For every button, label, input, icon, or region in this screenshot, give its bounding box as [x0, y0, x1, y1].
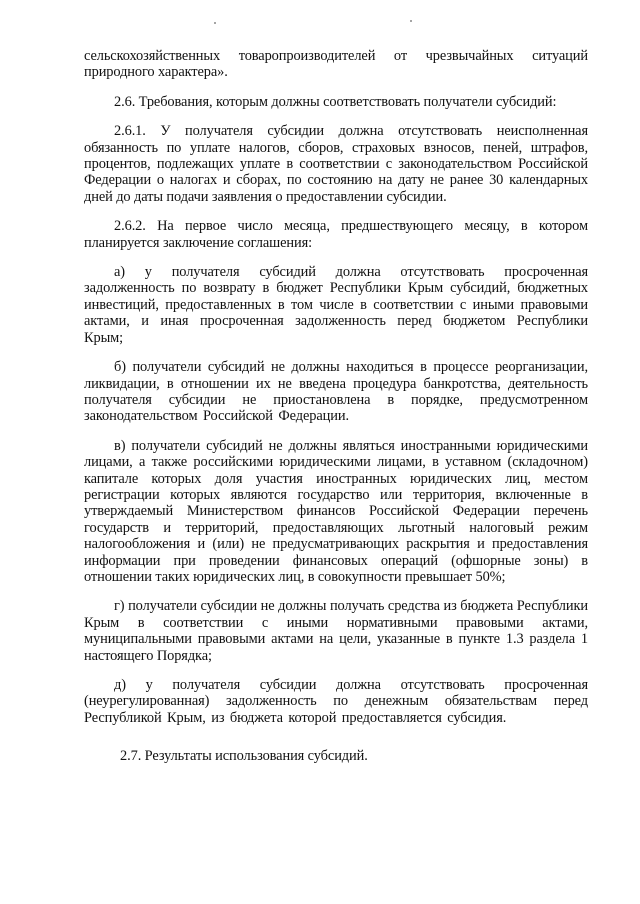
paragraph-item-b: б) получатели субсидий не должны находиться в процессе реорганизации, ликвидации, в отношении их не введена процедура банкротства, деятельность получателя субсидии не приостановлена в порядке, предусмотренном законодательством Российской Федерации. — [84, 359, 588, 425]
scan-speck — [410, 20, 412, 22]
paragraph-2-6-2: 2.6.2. На первое число месяца, предшествующего месяцу, в котором планируется заключение соглашения: — [84, 218, 588, 251]
paragraph-item-a: а) у получателя субсидий должна отсутствовать просроченная задолженность по возврату в бюджет Республики Крым субсидий, бюджетных инвестиций, предоставленных в том числе в соответствии с иными правовыми актами, и иная просроченная задолженность перед бюджетом Республики Крым; — [84, 264, 588, 346]
paragraph-continuation: сельскохозяйственных товаропроизводителей от чрезвычайных ситуаций природного характера». — [84, 48, 588, 81]
paragraph-2-6-1: 2.6.1. У получателя субсидии должна отсутствовать неисполненная обязанность по уплате налогов, сборов, страховых взносов, пеней, штрафов, процентов, подлежащих уплате в соответствии с законодательством Российской Федерации о налогах и сборах, по состоянию на дату не ранее 30 календарных дней до даты подачи заявления о предоставлении субсидии. — [84, 123, 588, 205]
paragraph-2-7: 2.7. Результаты использования субсидий. — [120, 748, 368, 765]
paragraph-2-6: 2.6. Требования, которым должны соответствовать получатели субсидий: — [114, 93, 557, 110]
paragraph-item-g: г) получатели субсидии не должны получать средства из бюджета Республики Крым в соответствии с иными нормативными правовыми актами, муниципальными правовыми актами на цели, указанные в пункте 1.3 раздела 1 настоящего Порядка; — [84, 598, 588, 664]
document-page — [84, 48, 588, 778]
scan-speck — [214, 22, 216, 24]
paragraph-item-d: д) у получателя субсидии должна отсутствовать просроченная (неурегулированная) задолженность по денежным обязательствам перед Республикой Крым, из бюджета которой предоставляется субсидия. — [84, 677, 588, 726]
paragraph-item-v: в) получатели субсидий не должны являться иностранными юридическими лицами, а также российскими юридическими лицами, в уставном (складочном) капитале которых доля участия иностранных юридических лиц, местом регистрации которых являются государство или территория, включенные в утверждаемый Министерством финансов Российской Федерации перечень государств и территорий, предоставляющих льготный налоговый режим налогообложения и (или) не предусматривающих раскрытия и предоставления информации при проведении финансовых операций (офшорные зоны) в отношении таких юридических лиц, в совокупности превышает 50%; — [84, 437, 588, 585]
